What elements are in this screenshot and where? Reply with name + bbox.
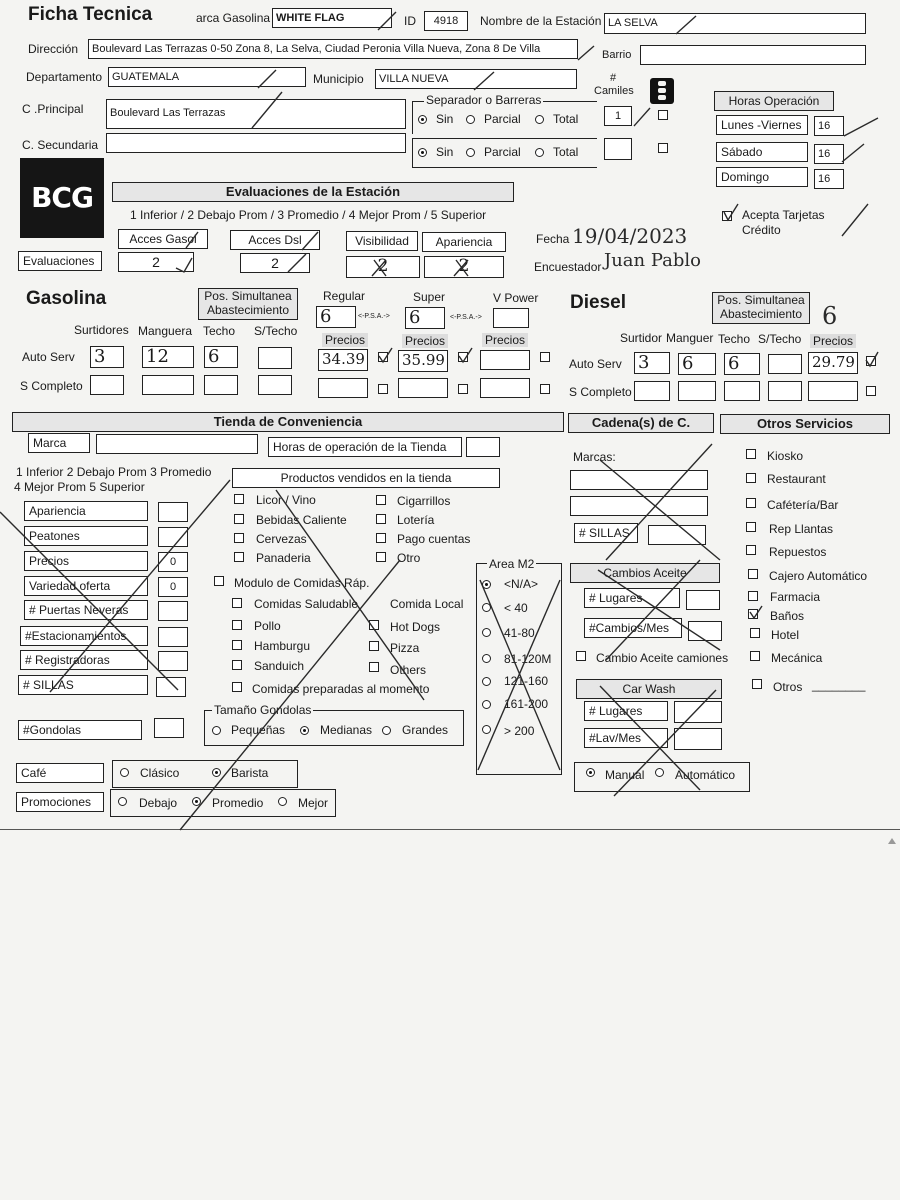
prod-panaderia-label: Panaderia xyxy=(256,551,311,565)
otros-restaurant-label: Restaurant xyxy=(767,472,826,486)
otros-cajero-label: Cajero Automático xyxy=(769,569,868,583)
d-col-manguer: Manguer xyxy=(666,331,714,345)
prod-loteria-label: Lotería xyxy=(397,513,435,527)
tienda-scale-2: 4 Mejor Prom 5 Superior xyxy=(14,480,145,494)
tienda-row-puertas: # Puertas Neveras xyxy=(24,600,148,620)
horas-lv-label: Lunes -Viernes xyxy=(716,115,808,135)
direccion-field[interactable]: Boulevard Las Terrazas 0-50 Zona 8, La Selva, Ciudad Peronia Villa Nueva, Zona 8 De Villa xyxy=(88,39,578,59)
visibilidad-label: Visibilidad xyxy=(346,231,418,251)
g-auto-serv-label: Auto Serv xyxy=(22,350,75,364)
id-label: ID xyxy=(404,14,416,28)
encuestador-value[interactable]: Juan Pablo xyxy=(604,250,702,271)
tienda-row-estacionamientos: #Estacionamientos xyxy=(20,626,148,646)
cprincipal-field[interactable]: Boulevard Las Terrazas xyxy=(106,99,406,129)
sep1-parcial-label: Parcial xyxy=(484,112,521,126)
d-techo-field[interactable]: 6 xyxy=(724,353,760,375)
cadena-marcas-label: Marcas: xyxy=(573,450,616,464)
strike-dsl-2 xyxy=(302,232,318,250)
cambios-aceite-title: Cambios Aceite xyxy=(570,563,720,583)
g-precio-super[interactable]: 35.99 xyxy=(398,350,448,372)
tienda-marca-label: Marca xyxy=(28,433,90,453)
prod-cervezas-label: Cervezas xyxy=(256,532,307,546)
departamento-field[interactable]: GUATEMALA xyxy=(108,67,306,87)
tienda-row-variedad: Variedad oferta xyxy=(24,576,148,596)
g-precios-3: Precios xyxy=(482,333,528,347)
prod-otro-label: Otro xyxy=(397,551,421,565)
tienda-row-precios: Precios xyxy=(24,551,148,571)
horas-dom-label: Domingo xyxy=(716,167,808,187)
g-col-surtidores: Surtidores xyxy=(74,323,129,337)
cafe-label: Café xyxy=(16,763,104,783)
otros-title: Otros Servicios xyxy=(720,414,890,434)
form-title: Ficha Tecnica xyxy=(28,4,153,25)
g-surtidores-field[interactable]: 3 xyxy=(90,346,124,368)
area-160-label: 121-160 xyxy=(504,674,549,688)
csecundaria-label: C. Secundaria xyxy=(22,138,99,152)
marca-label: arca Gasolina xyxy=(196,11,271,25)
otros-llantas-label: Rep Llantas xyxy=(769,522,834,536)
cadena-sillas-label: # SILLAS xyxy=(574,523,638,543)
tamano-label: Tamaño Gondolas xyxy=(214,703,312,717)
cambios-mes-label: #Cambios/Mes xyxy=(584,618,682,638)
acces-gasol-field[interactable]: 2 xyxy=(118,252,194,272)
area-label: Area M2 xyxy=(489,557,535,571)
municipio-label: Municipio xyxy=(313,72,364,86)
d-col-surtidor: Surtidor xyxy=(620,331,663,345)
area-200plus-label: > 200 xyxy=(504,724,535,738)
cprincipal-label: C .Principal xyxy=(22,102,84,116)
vpower-label: V Power xyxy=(493,291,539,305)
comida-local-label: Comida Local xyxy=(390,597,464,611)
x-cambios-a xyxy=(598,570,720,650)
evaluaciones-label: Evaluaciones xyxy=(18,251,102,271)
x-cambios-b xyxy=(606,560,700,660)
carwash-auto-label: Automático xyxy=(675,768,736,782)
x-cadena-b xyxy=(606,444,712,560)
otros-mecanica-label: Mecánica xyxy=(771,651,823,665)
visibilidad-field[interactable]: 2 xyxy=(346,256,420,278)
camiles-label: # Camiles xyxy=(594,72,634,97)
area-200-label: 161-200 xyxy=(504,697,549,711)
otros-kiosko-label: Kiosko xyxy=(767,449,804,463)
comida-hotdogs-label: Hot Dogs xyxy=(390,620,441,634)
x-tienda-rows-b xyxy=(50,480,230,692)
x-visibilidad xyxy=(372,260,386,276)
tick-diesel xyxy=(866,352,878,366)
g-precio-regular[interactable]: 34.39 xyxy=(318,349,368,371)
strike-depto xyxy=(258,70,276,88)
d-auto-serv-label: Auto Serv xyxy=(569,357,622,371)
comida-saludable-label: Comidas Saludable xyxy=(254,597,359,611)
comida-others-label: Others xyxy=(390,663,427,677)
super-label: Super xyxy=(413,290,446,304)
psa-label-1: <-P.S.A.-> xyxy=(358,313,390,320)
horas-lv-field[interactable]: 16 xyxy=(814,116,844,136)
fecha-label: Fecha xyxy=(536,232,570,246)
d-precio-field[interactable]: 29.79 xyxy=(808,352,858,374)
gasolina-pos-sim: Pos. Simultanea Abastecimiento xyxy=(198,288,298,320)
camiles-field-1[interactable]: 1 xyxy=(604,106,632,126)
g-techo-field[interactable]: 6 xyxy=(204,346,238,368)
tick-banos xyxy=(750,606,762,618)
regular-pos-field[interactable]: 6 xyxy=(316,306,356,328)
strike-sab xyxy=(842,144,864,162)
comida-preparadas-label: Comidas preparadas al momento xyxy=(252,682,430,696)
tienda-row-sillas: # SILLAS xyxy=(18,675,148,695)
acces-gasol-label: Acces Gasol xyxy=(118,229,208,249)
regular-label: Regular xyxy=(323,289,366,303)
sep2-sin-label: Sin xyxy=(436,145,454,159)
strike-municipio xyxy=(474,72,494,90)
d-surtidor-field[interactable]: 3 xyxy=(634,352,670,374)
x-productos-b xyxy=(180,560,400,830)
otros-farmacia-label: Farmacia xyxy=(770,590,821,604)
psa-label-2: <-P.S.A.-> xyxy=(450,314,482,321)
cafe-barista-label: Barista xyxy=(231,766,269,780)
cambios-lugares-label: # Lugares xyxy=(584,588,680,608)
strike-cprincipal xyxy=(252,92,282,128)
area-na-label: <N/A> xyxy=(504,577,539,591)
otros-otros-label: Otros xyxy=(773,680,803,694)
strike-estacion xyxy=(676,16,696,34)
municipio-field[interactable]: VILLA NUEVA xyxy=(375,69,577,89)
bcg-logo: BCG xyxy=(20,158,104,238)
carwash-lavmes-label: #Lav/Mes xyxy=(584,728,668,748)
otros-cafeteria-label: Cafétería/Bar xyxy=(767,498,839,512)
comida-pizza-label: Pizza xyxy=(390,641,420,655)
barrio-label: Barrio xyxy=(602,49,632,61)
x-tienda-rows-a xyxy=(0,512,178,690)
strike-tarjeta xyxy=(842,204,868,236)
d-col-techo: Techo xyxy=(718,332,751,346)
g-scompleto-label: S Completo xyxy=(20,379,83,393)
x-wash-a xyxy=(600,686,700,790)
acces-dsl-label: Acces Dsl xyxy=(230,230,320,250)
otros-repuestos-label: Repuestos xyxy=(769,545,827,559)
tick-regular xyxy=(379,348,392,362)
g-col-manguera: Manguera xyxy=(138,324,193,338)
acepta-tarjetas-label: Acepta Tarjetas Crédito xyxy=(742,208,825,237)
x-wash-b xyxy=(614,690,716,796)
strike-marca xyxy=(378,12,396,30)
prod-pago-label: Pago cuentas xyxy=(397,532,471,546)
strike-gasol xyxy=(186,232,198,248)
x-apariencia xyxy=(454,260,468,276)
separador-label: Separador o Barreras xyxy=(426,93,542,107)
otros-hotel-label: Hotel xyxy=(771,628,800,642)
strike-direccion xyxy=(578,46,594,60)
tamano-pequenas-label: Pequeñas xyxy=(231,723,286,737)
sep1-total-label: Total xyxy=(553,112,579,126)
x-cadena-a xyxy=(600,460,720,560)
tienda-title: Tienda de Conveniencia xyxy=(12,412,564,432)
strike-dsl xyxy=(288,254,306,272)
promo-promedio-label: Promedio xyxy=(212,796,264,810)
fecha-value[interactable]: 19/04/2023 xyxy=(572,224,688,248)
prod-cigarrillos-label: Cigarrillos xyxy=(397,494,451,508)
sep2-total-label: Total xyxy=(553,145,579,159)
comida-sanduich-label: Sanduich xyxy=(254,659,305,673)
comida-pollo-label: Pollo xyxy=(254,619,281,633)
horas-sab-label: Sábado xyxy=(716,142,808,162)
promo-debajo-label: Debajo xyxy=(139,796,178,810)
diesel-title: Diesel xyxy=(570,292,626,313)
carwash-manual-label: Manual xyxy=(605,768,645,782)
carwash-title: Car Wash xyxy=(576,679,722,699)
tamano-grandes-label: Grandes xyxy=(402,723,449,737)
apariencia-label: Apariencia xyxy=(422,232,506,252)
direccion-label: Dirección xyxy=(28,42,79,56)
comida-hamburgu-label: Hamburgu xyxy=(254,639,311,653)
tienda-field-precios[interactable]: 0 xyxy=(158,552,188,572)
promociones-label: Promociones xyxy=(16,792,104,812)
tienda-scale-1: 1 Inferior 2 Debajo Prom 3 Promedio xyxy=(16,465,212,479)
g-col-stecho: S/Techo xyxy=(254,324,298,338)
g-precios-1: Precios xyxy=(322,333,368,347)
d-precios-label: Precios xyxy=(810,334,856,348)
cafe-clasico-label: Clásico xyxy=(140,766,180,780)
tienda-row-apariencia: Apariencia xyxy=(24,501,148,521)
strike-lv xyxy=(844,118,878,136)
encuestador-label: Encuestador xyxy=(534,260,602,274)
modulo-label: Modulo de Comidas Ráp. xyxy=(234,576,370,590)
diesel-pos-sim: Pos. Simultanea Abastecimiento xyxy=(712,292,810,324)
cadena-title: Cadena(s) de C. xyxy=(568,413,714,433)
tienda-row-registradoras: # Registradoras xyxy=(20,650,148,670)
estacion-label: Nombre de la Estación xyxy=(480,14,602,28)
cambio-camiones-label: Cambio Aceite camiones xyxy=(596,651,729,665)
evaluaciones-title: Evaluaciones de la Estación xyxy=(112,182,514,202)
strike-camiles xyxy=(634,108,650,126)
sep2-parcial-label: Parcial xyxy=(484,145,521,159)
super-pos-field[interactable]: 6 xyxy=(405,307,445,329)
area-80-label: 41-80 xyxy=(504,626,535,640)
id-field[interactable]: 4918 xyxy=(424,11,468,31)
tick-tarjeta xyxy=(724,204,738,220)
promo-mejor-label: Mejor xyxy=(298,796,329,810)
tienda-horas-label: Horas de operación de la Tienda xyxy=(268,437,462,457)
g-col-techo: Techo xyxy=(203,324,236,338)
area-120-label: 81-120M xyxy=(504,652,552,666)
prod-licor-label: Licor / Vino xyxy=(256,493,316,507)
departamento-label: Departamento xyxy=(26,70,103,84)
horas-dom-field[interactable]: 16 xyxy=(814,169,844,189)
otros-banos-label: Baños xyxy=(770,609,805,623)
carwash-lugares-label: # Lugares xyxy=(584,701,668,721)
apariencia-field[interactable]: 2 xyxy=(424,256,504,278)
d-col-stecho: S/Techo xyxy=(758,332,802,346)
evaluaciones-scale: 1 Inferior / 2 Debajo Prom / 3 Promedio / 4 Mejor Prom / 5 Superior xyxy=(130,208,487,222)
sep1-sin-label: Sin xyxy=(436,112,454,126)
g-manguera-field[interactable]: 12 xyxy=(142,346,194,368)
tick-gasol xyxy=(176,258,192,272)
productos-title: Productos vendidos en la tienda xyxy=(232,468,500,488)
tienda-field-variedad[interactable]: 0 xyxy=(158,577,188,597)
prod-bebidas-label: Bebidas Caliente xyxy=(256,513,347,527)
estacion-field[interactable]: LA SELVA xyxy=(604,13,866,34)
gondolas-label: #Gondolas xyxy=(18,720,142,740)
marca-field[interactable]: WHITE FLAG xyxy=(272,8,392,28)
area-40-label: < 40 xyxy=(504,601,528,615)
tick-super xyxy=(459,348,472,362)
tamano-medianas-label: Medianas xyxy=(320,723,373,737)
diesel-pos-value[interactable]: 6 xyxy=(822,302,838,330)
acces-dsl-field[interactable]: 2 xyxy=(240,253,310,273)
horas-title: Horas Operación xyxy=(714,91,834,111)
d-manguera-field[interactable]: 6 xyxy=(678,353,716,375)
otros-otros-line: ________ xyxy=(812,678,866,692)
g-precios-2: Precios xyxy=(402,334,448,348)
tienda-row-peatones: Peatones xyxy=(24,526,148,546)
horas-sab-field[interactable]: 16 xyxy=(814,144,844,164)
gasolina-title: Gasolina xyxy=(26,288,107,309)
d-scompleto-label: S Completo xyxy=(569,385,632,399)
